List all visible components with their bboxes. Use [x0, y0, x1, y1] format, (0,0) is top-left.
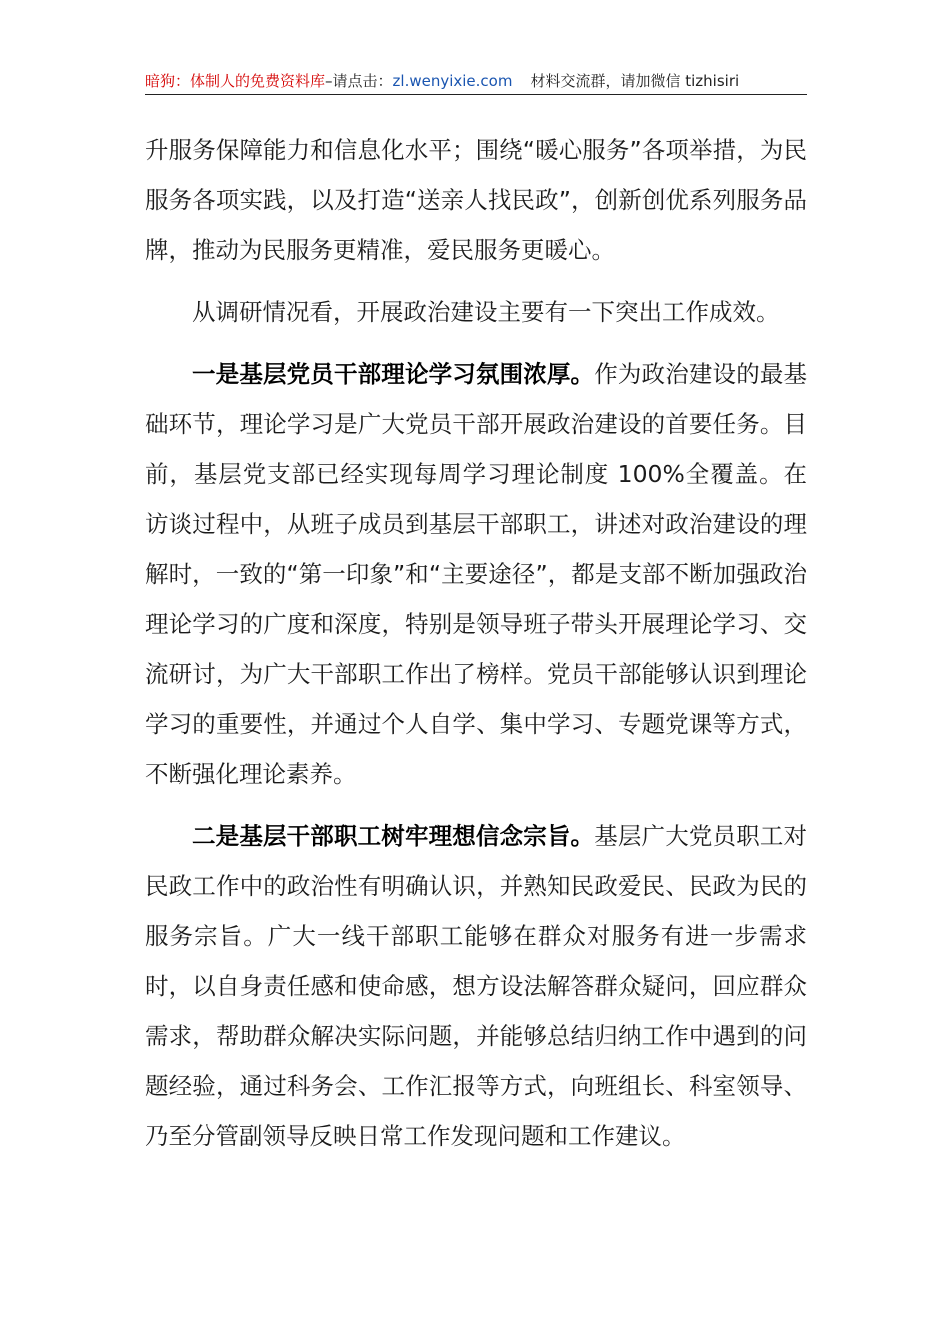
paragraph [145, 125, 807, 275]
paragraph-lead: 一是基层党员干部理论学习氛围浓厚。 [192, 360, 595, 388]
paragraph [145, 287, 807, 337]
paragraph-text: 作为政治建设的最基础环节，理论学习是广大党员干部开展政治建设的首要任务。目前，基层党支部已经实现每周学习理论制度 100%全覆盖。在访谈过程中，从班子成员到基层干部职工，讲述对政治建设的理解时，一致的“第一印象”和“主要途径”，都是支部不断加强政治理论学习的广度和深度，特别是领导班子带头开展理论学习、交流研讨，为广大干部职工作出了榜样。党员干部能够认识到理论学习的重要性，并通过个人自学、集中学习、专题党课等方式，不断强化理论素养。 [145, 360, 808, 788]
header-brand: 暗狗：体制人的免费资料库 [145, 72, 326, 90]
paragraph [145, 349, 807, 799]
header-contact: 材料交流群，请加微信 tizhisiri [530, 72, 740, 90]
paragraph [145, 811, 807, 1161]
paragraph-lead: 二是基层干部职工树牢理想信念宗旨。 [192, 822, 595, 850]
paragraph-text: 基层广大党员职工对民政工作中的政治性有明确认识，并熟知民政爱民、民政为民的服务宗旨。广大一线干部职工能够在群众对服务有进一步需求时，以自身责任感和使命感，想方设法解答群众疑问，回应群众需求，帮助群众解决实际问题，并能够总结归纳工作中遇到的问题经验，通过科务会、工作汇报等方式，向班组长、科室领导、乃至分管副领导反映日常工作发现问题和工作建议。 [145, 822, 808, 1150]
header-link[interactable]: zl.wenyixie.com [392, 72, 513, 90]
page-header [145, 68, 807, 95]
document-body [145, 125, 807, 1161]
paragraph-text: 从调研情况看，开展政治建设主要有一下突出工作成效。 [192, 298, 780, 326]
paragraph-text: 升服务保障能力和信息化水平；围绕“暖心服务”各项举措，为民服务各项实践，以及打造“送亲人找民政”，创新创优系列服务品牌，推动为民服务更精准，爱民服务更暖心。 [145, 136, 807, 264]
header-prompt: –请点击： [325, 72, 393, 90]
